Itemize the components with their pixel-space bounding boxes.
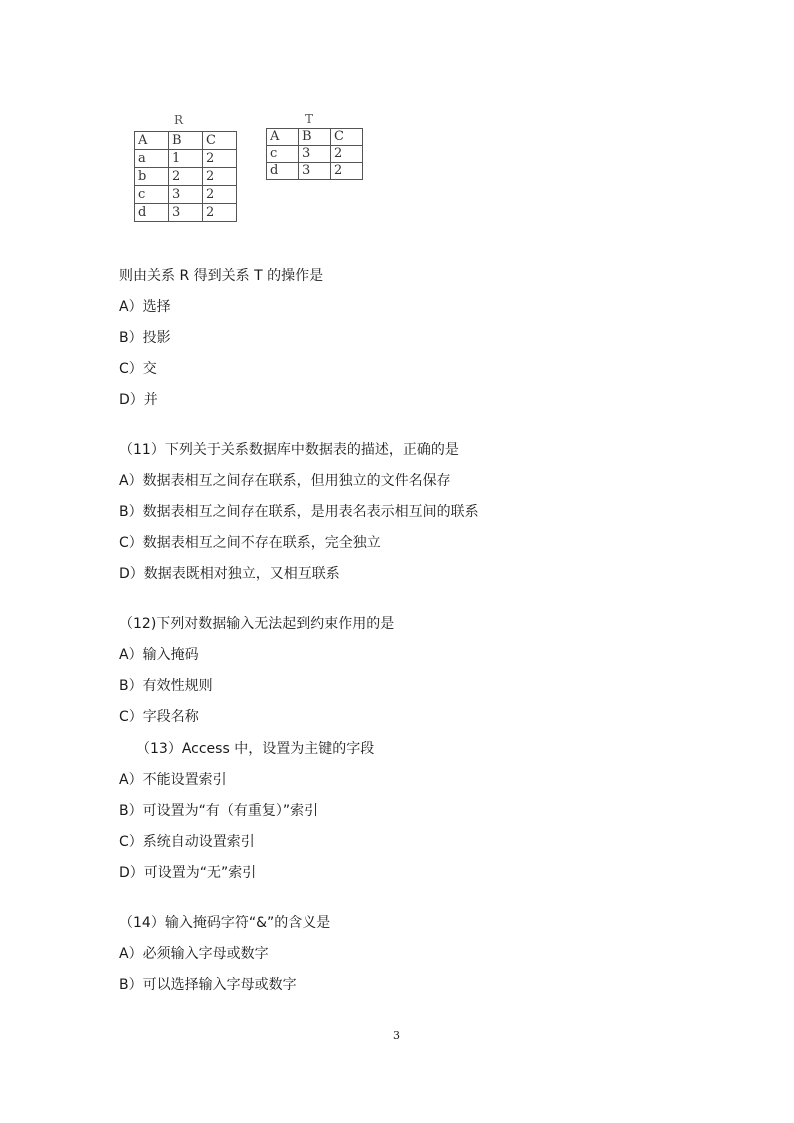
table-row [267, 146, 363, 163]
table-row [135, 186, 237, 204]
option-b: B）投影 [119, 330, 171, 346]
option-b: B）有效性规则 [119, 678, 213, 694]
table-cell: 2 [331, 146, 363, 163]
option-a: A）选择 [119, 299, 171, 315]
option-a: A）不能设置索引 [119, 772, 227, 788]
table-cell: d [267, 163, 299, 180]
table-cell: 2 [331, 163, 363, 180]
table-cell: c [135, 186, 169, 204]
option-d: D）并 [119, 392, 158, 408]
table-cell: 2 [203, 168, 237, 186]
table-row [135, 168, 237, 186]
table-cell: a [135, 150, 169, 168]
option-c: C）系统自动设置索引 [119, 834, 255, 850]
table-cell: 3 [169, 204, 203, 222]
option-d: D）可设置为“无”索引 [119, 865, 257, 881]
option-b: B）数据表相互之间存在联系，是用表名表示相互间的联系 [119, 504, 479, 520]
page-number: 3 [393, 1029, 400, 1042]
table-cell: 3 [299, 146, 331, 163]
table-cell: C [203, 132, 237, 150]
table-cell: b [135, 168, 169, 186]
relation-r-table [134, 131, 237, 222]
table-cell: C [331, 129, 363, 146]
table-cell: 3 [169, 186, 203, 204]
relation-t-caption: T [305, 112, 314, 126]
table-cell: 1 [169, 150, 203, 168]
relation-t-table [266, 128, 363, 180]
option-a: A）必须输入字母或数字 [119, 946, 269, 962]
option-a: A）数据表相互之间存在联系，但用独立的文件名保存 [119, 473, 451, 489]
option-b: B）可以选择输入字母或数字 [119, 977, 297, 993]
table-cell: 2 [203, 204, 237, 222]
option-c: C）交 [119, 361, 157, 377]
relation-r-caption: R [174, 113, 184, 127]
table-cell: 2 [169, 168, 203, 186]
table-cell: 2 [203, 186, 237, 204]
table-row [135, 132, 237, 150]
table-cell: B [169, 132, 203, 150]
table-row [135, 204, 237, 222]
table-cell: B [299, 129, 331, 146]
question-stem: 则由关系 R 得到关系 T 的操作是 [119, 268, 324, 284]
table-row [135, 150, 237, 168]
option-c: C）字段名称 [119, 709, 199, 725]
question-11: （11）下列关于关系数据库中数据表的描述，正确的是 [119, 442, 459, 458]
question-13: （13）Access 中，设置为主键的字段 [136, 741, 375, 757]
table-cell: d [135, 204, 169, 222]
table-cell: A [135, 132, 169, 150]
option-a: A）输入掩码 [119, 647, 199, 663]
table-cell: 2 [203, 150, 237, 168]
question-14: （14）输入掩码字符“&”的含义是 [119, 915, 331, 931]
table-cell: 3 [299, 163, 331, 180]
option-c: C）数据表相互之间不存在联系，完全独立 [119, 535, 381, 551]
option-d: D）数据表既相对独立，又相互联系 [119, 566, 340, 582]
table-cell: c [267, 146, 299, 163]
option-b: B）可设置为“有（有重复）”索引 [119, 803, 319, 819]
table-cell: A [267, 129, 299, 146]
table-row [267, 163, 363, 180]
question-12: （12)下列对数据输入无法起到约束作用的是 [119, 616, 395, 632]
table-row [267, 129, 363, 146]
